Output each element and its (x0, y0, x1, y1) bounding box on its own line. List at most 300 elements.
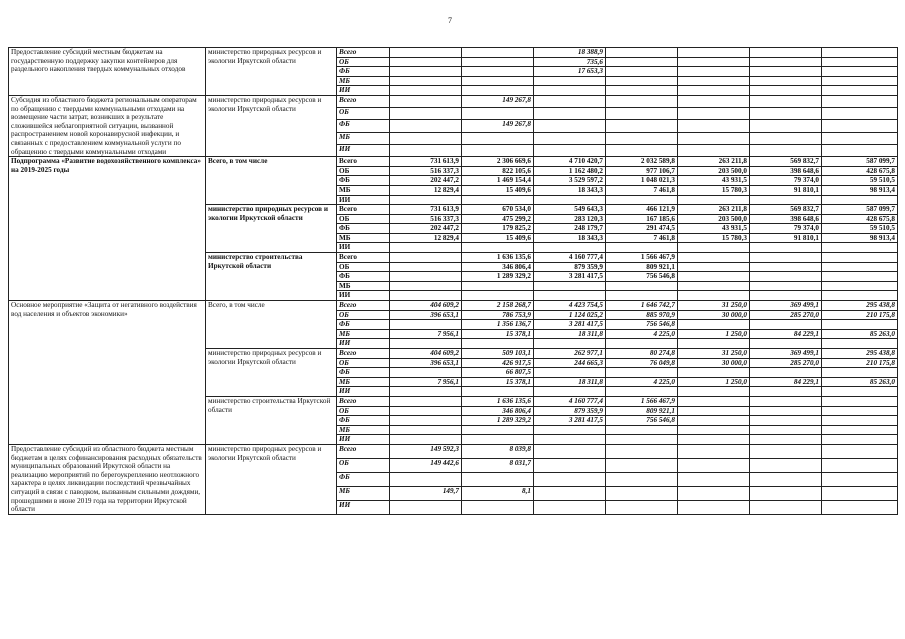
amount-cell: 735,6 (534, 57, 606, 67)
amount-cell (606, 48, 678, 58)
amount-cell (750, 243, 822, 253)
amount-cell (606, 57, 678, 67)
amount-cell: 569 832,7 (750, 205, 822, 215)
amount-cell: 346 806,4 (462, 262, 534, 272)
amount-cell (750, 272, 822, 282)
funding-source: МБ (337, 425, 390, 435)
amount-cell (678, 368, 750, 378)
executor-name: Всего, в том числе (206, 301, 337, 349)
amount-cell (750, 435, 822, 445)
amount-cell (822, 144, 898, 156)
amount-cell (822, 500, 898, 514)
amount-cell (678, 132, 750, 144)
amount-cell (822, 95, 898, 107)
amount-cell (678, 320, 750, 330)
amount-cell (822, 132, 898, 144)
funding-source: ОБ (337, 214, 390, 224)
amount-cell (606, 108, 678, 120)
funding-source: МБ (337, 76, 390, 86)
amount-cell (822, 458, 898, 472)
amount-cell (678, 95, 750, 107)
amount-cell: 516 337,3 (390, 214, 462, 224)
amount-cell: 8 031,7 (462, 458, 534, 472)
amount-cell: 369 499,1 (750, 301, 822, 311)
funding-source: ФБ (337, 120, 390, 132)
amount-cell (750, 108, 822, 120)
amount-cell: 98 913,4 (822, 185, 898, 195)
funding-source: ОБ (337, 108, 390, 120)
amount-cell: 369 499,1 (750, 349, 822, 359)
amount-cell: 7 461,8 (606, 233, 678, 243)
amount-cell (534, 387, 606, 397)
funding-source: ОБ (337, 458, 390, 472)
amount-cell: 4 423 754,5 (534, 301, 606, 311)
amount-cell: 285 270,0 (750, 358, 822, 368)
amount-cell: 84 229,1 (750, 377, 822, 387)
amount-cell: 210 175,8 (822, 310, 898, 320)
amount-cell: 3 281 417,5 (534, 320, 606, 330)
amount-cell: 149 267,8 (462, 95, 534, 107)
amount-cell (750, 368, 822, 378)
amount-cell (606, 444, 678, 458)
table-row (9, 95, 898, 107)
amount-cell (822, 435, 898, 445)
amount-cell (822, 472, 898, 486)
amount-cell (462, 144, 534, 156)
amount-cell (606, 387, 678, 397)
amount-cell (390, 320, 462, 330)
amount-cell: 756 546,8 (606, 320, 678, 330)
amount-cell (534, 76, 606, 86)
amount-cell (606, 368, 678, 378)
amount-cell (534, 500, 606, 514)
amount-cell (678, 458, 750, 472)
amount-cell: 167 185,6 (606, 214, 678, 224)
amount-cell (678, 67, 750, 77)
amount-cell (390, 387, 462, 397)
amount-cell (534, 339, 606, 349)
amount-cell (390, 368, 462, 378)
amount-cell (750, 86, 822, 96)
amount-cell (678, 425, 750, 435)
amount-cell: 1 250,0 (678, 377, 750, 387)
amount-cell: 398 648,6 (750, 214, 822, 224)
amount-cell: 1 566 467,9 (606, 396, 678, 406)
amount-cell: 202 447,2 (390, 176, 462, 186)
amount-cell (390, 272, 462, 282)
funding-source: ОБ (337, 166, 390, 176)
amount-cell: 285 270,0 (750, 310, 822, 320)
amount-cell (750, 291, 822, 301)
amount-cell: 59 510,5 (822, 176, 898, 186)
amount-cell (534, 444, 606, 458)
amount-cell: 203 500,0 (678, 214, 750, 224)
amount-cell (678, 486, 750, 500)
amount-cell: 12 829,4 (390, 185, 462, 195)
amount-cell: 3 281 417,5 (534, 416, 606, 426)
amount-cell: 17 653,3 (534, 67, 606, 77)
funding-source: МБ (337, 377, 390, 387)
amount-cell: 822 105,6 (462, 166, 534, 176)
executor-name: министерство природных ресурсов и экологии Иркутской области (206, 48, 337, 96)
amount-cell (462, 132, 534, 144)
amount-cell (606, 435, 678, 445)
amount-cell (678, 416, 750, 426)
amount-cell (750, 132, 822, 144)
amount-cell (606, 95, 678, 107)
amount-cell (750, 500, 822, 514)
amount-cell (390, 195, 462, 205)
amount-cell (822, 416, 898, 426)
amount-cell: 4 160 777,4 (534, 396, 606, 406)
amount-cell: 977 106,7 (606, 166, 678, 176)
funding-source: МБ (337, 233, 390, 243)
amount-cell (750, 425, 822, 435)
amount-cell (534, 243, 606, 253)
amount-cell (390, 108, 462, 120)
amount-cell: 1 162 480,2 (534, 166, 606, 176)
executor-name: министерство природных ресурсов и экологии Иркутской области (206, 444, 337, 514)
executor-name: министерство строительства Иркутской области (206, 253, 337, 301)
amount-cell: 587 099,7 (822, 157, 898, 167)
amount-cell (678, 120, 750, 132)
amount-cell: 396 653,1 (390, 358, 462, 368)
amount-cell: 509 103,1 (462, 349, 534, 359)
amount-cell (606, 86, 678, 96)
amount-cell: 428 675,8 (822, 214, 898, 224)
amount-cell (534, 472, 606, 486)
amount-cell (822, 281, 898, 291)
amount-cell (534, 95, 606, 107)
amount-cell (750, 262, 822, 272)
amount-cell: 398 648,6 (750, 166, 822, 176)
amount-cell: 1 636 135,6 (462, 253, 534, 263)
amount-cell: 1 469 154,4 (462, 176, 534, 186)
funding-source: ФБ (337, 224, 390, 234)
amount-cell (678, 406, 750, 416)
funding-source: ФБ (337, 67, 390, 77)
amount-cell: 31 250,0 (678, 349, 750, 359)
amount-cell (390, 48, 462, 58)
measure-description: Предоставление субсидий местным бюджетам на государственную поддержку закупки контейнеров для раздельного накопления твердых коммунальных отходов (9, 48, 206, 96)
amount-cell: 1 048 021,3 (606, 176, 678, 186)
amount-cell (678, 86, 750, 96)
amount-cell: 879 359,9 (534, 262, 606, 272)
amount-cell (678, 291, 750, 301)
amount-cell: 66 807,5 (462, 368, 534, 378)
amount-cell (750, 458, 822, 472)
amount-cell: 426 917,5 (462, 358, 534, 368)
amount-cell (534, 120, 606, 132)
funding-source: ИИ (337, 243, 390, 253)
amount-cell (822, 486, 898, 500)
amount-cell: 1 289 329,2 (462, 272, 534, 282)
amount-cell (462, 48, 534, 58)
amount-cell: 149 442,6 (390, 458, 462, 472)
amount-cell (534, 144, 606, 156)
amount-cell: 203 500,0 (678, 166, 750, 176)
amount-cell: 1 636 135,6 (462, 396, 534, 406)
amount-cell (606, 281, 678, 291)
amount-cell (822, 368, 898, 378)
amount-cell (822, 444, 898, 458)
amount-cell (390, 262, 462, 272)
amount-cell: 8 039,8 (462, 444, 534, 458)
amount-cell: 2 032 589,8 (606, 157, 678, 167)
amount-cell (534, 291, 606, 301)
amount-cell (606, 425, 678, 435)
amount-cell (678, 243, 750, 253)
amount-cell (750, 253, 822, 263)
measure-description: Субсидия из областного бюджета региональным операторам по обращению с твердыми коммунальными отходами на возмещение части затрат, возникших в результате сложившейся неблагоприятной ситуации, вызванной распространением новой коронавирусной инфекции, и связанных с предоставлением коммунальной услуги по обращению с твердыми коммунальными отходами (9, 95, 206, 156)
amount-cell (822, 425, 898, 435)
executor-name: министерство строительства Иркутской области (206, 396, 337, 444)
amount-cell: 291 474,5 (606, 224, 678, 234)
amount-cell: 7 461,8 (606, 185, 678, 195)
amount-cell (822, 387, 898, 397)
amount-cell: 263 211,8 (678, 205, 750, 215)
amount-cell (822, 406, 898, 416)
funding-source: ФБ (337, 472, 390, 486)
amount-cell (534, 281, 606, 291)
amount-cell: 879 359,9 (534, 406, 606, 416)
amount-cell (462, 425, 534, 435)
amount-cell: 1 289 329,2 (462, 416, 534, 426)
amount-cell: 549 643,3 (534, 205, 606, 215)
amount-cell (462, 387, 534, 397)
funding-source: Всего (337, 95, 390, 107)
amount-cell (678, 144, 750, 156)
amount-cell: 475 299,2 (462, 214, 534, 224)
amount-cell (606, 67, 678, 77)
amount-cell: 8,1 (462, 486, 534, 500)
funding-source: МБ (337, 132, 390, 144)
amount-cell (390, 67, 462, 77)
amount-cell (534, 458, 606, 472)
funding-source: Всего (337, 444, 390, 458)
amount-cell: 4 225,0 (606, 377, 678, 387)
amount-cell (606, 472, 678, 486)
amount-cell (390, 500, 462, 514)
amount-cell: 15 409,6 (462, 185, 534, 195)
funding-source: ИИ (337, 291, 390, 301)
amount-cell: 59 510,5 (822, 224, 898, 234)
amount-cell: 3 281 417,5 (534, 272, 606, 282)
amount-cell: 91 810,1 (750, 185, 822, 195)
amount-cell (678, 195, 750, 205)
amount-cell (750, 144, 822, 156)
funding-source: Всего (337, 253, 390, 263)
amount-cell (462, 500, 534, 514)
amount-cell (750, 195, 822, 205)
amount-cell (822, 195, 898, 205)
amount-cell (750, 48, 822, 58)
amount-cell (678, 76, 750, 86)
amount-cell (390, 416, 462, 426)
amount-cell (822, 57, 898, 67)
amount-cell: 98 913,4 (822, 233, 898, 243)
amount-cell: 1 124 025,2 (534, 310, 606, 320)
measure-description: Подпрограмма «Развитие водохозяйственного комплекса» на 2019-2025 годы (9, 157, 206, 301)
amount-cell (678, 57, 750, 67)
funding-source: МБ (337, 185, 390, 195)
amount-cell: 85 263,0 (822, 377, 898, 387)
funding-source: МБ (337, 486, 390, 500)
amount-cell (678, 108, 750, 120)
amount-cell (678, 48, 750, 58)
amount-cell: 15 780,3 (678, 233, 750, 243)
amount-cell (606, 195, 678, 205)
amount-cell (822, 272, 898, 282)
amount-cell: 670 534,0 (462, 205, 534, 215)
amount-cell: 756 546,8 (606, 416, 678, 426)
amount-cell (750, 472, 822, 486)
amount-cell (390, 243, 462, 253)
funding-source: МБ (337, 281, 390, 291)
amount-cell (606, 339, 678, 349)
executor-name: министерство природных ресурсов и экологии Иркутской области (206, 205, 337, 253)
amount-cell: 2 306 669,6 (462, 157, 534, 167)
table-row (9, 301, 898, 311)
amount-cell: 149 267,8 (462, 120, 534, 132)
amount-cell (534, 132, 606, 144)
amount-cell: 786 753,9 (462, 310, 534, 320)
table-row (9, 48, 898, 58)
amount-cell (678, 500, 750, 514)
amount-cell (606, 243, 678, 253)
amount-cell (822, 396, 898, 406)
amount-cell (390, 86, 462, 96)
funding-source: ОБ (337, 406, 390, 416)
amount-cell: 179 825,2 (462, 224, 534, 234)
funding-source: ФБ (337, 272, 390, 282)
amount-cell (678, 262, 750, 272)
funding-source: ОБ (337, 57, 390, 67)
amount-cell (390, 120, 462, 132)
amount-cell (750, 444, 822, 458)
page-number: 7 (448, 16, 452, 25)
budget-table (8, 47, 898, 515)
amount-cell (678, 272, 750, 282)
amount-cell: 18 388,9 (534, 48, 606, 58)
amount-cell: 756 546,8 (606, 272, 678, 282)
amount-cell (606, 76, 678, 86)
amount-cell (606, 120, 678, 132)
amount-cell (750, 57, 822, 67)
funding-source: ИИ (337, 339, 390, 349)
funding-source: МБ (337, 329, 390, 339)
amount-cell (822, 253, 898, 263)
executor-name: министерство природных ресурсов и экологии Иркутской области (206, 95, 337, 156)
amount-cell (606, 500, 678, 514)
amount-cell: 84 229,1 (750, 329, 822, 339)
funding-source: ИИ (337, 435, 390, 445)
amount-cell: 244 665,3 (534, 358, 606, 368)
amount-cell: 295 438,8 (822, 349, 898, 359)
amount-cell (822, 76, 898, 86)
amount-cell (822, 320, 898, 330)
amount-cell: 731 613,9 (390, 205, 462, 215)
amount-cell: 809 921,1 (606, 262, 678, 272)
amount-cell (534, 195, 606, 205)
amount-cell (390, 144, 462, 156)
amount-cell (822, 48, 898, 58)
amount-cell (822, 86, 898, 96)
amount-cell (462, 281, 534, 291)
amount-cell (462, 76, 534, 86)
measure-description: Предоставление субсидий из областного бюджета местным бюджетам в целях софинансирования расходных обязательств муниципальных образований Иркутской области на реализацию мероприятий по берегоукреплению неотложного характера в целях ликвидации последствий чрезвычайных ситуаций в связи с паводком, вызванным сильными дождями, прошедшими в июне 2019 года на территории Иркутской области (9, 444, 206, 514)
amount-cell: 4 160 777,4 (534, 253, 606, 263)
amount-cell (462, 472, 534, 486)
amount-cell (678, 444, 750, 458)
amount-cell (534, 86, 606, 96)
amount-cell (822, 243, 898, 253)
amount-cell: 262 977,1 (534, 349, 606, 359)
amount-cell: 885 970,9 (606, 310, 678, 320)
amount-cell: 43 931,5 (678, 176, 750, 186)
amount-cell (462, 108, 534, 120)
executor-name: министерство природных ресурсов и экологии Иркутской области (206, 349, 337, 397)
amount-cell: 43 931,5 (678, 224, 750, 234)
amount-cell: 12 829,4 (390, 233, 462, 243)
funding-source: ИИ (337, 144, 390, 156)
amount-cell: 202 447,2 (390, 224, 462, 234)
amount-cell: 80 274,8 (606, 349, 678, 359)
amount-cell (822, 108, 898, 120)
amount-cell: 1 646 742,7 (606, 301, 678, 311)
amount-cell (462, 339, 534, 349)
amount-cell (606, 132, 678, 144)
amount-cell (390, 57, 462, 67)
amount-cell (822, 67, 898, 77)
amount-cell: 15 378,1 (462, 377, 534, 387)
amount-cell (822, 120, 898, 132)
amount-cell (678, 472, 750, 486)
amount-cell: 283 120,3 (534, 214, 606, 224)
amount-cell (390, 253, 462, 263)
amount-cell: 248 179,7 (534, 224, 606, 234)
amount-cell (462, 57, 534, 67)
amount-cell (750, 339, 822, 349)
amount-cell (534, 486, 606, 500)
amount-cell: 731 613,9 (390, 157, 462, 167)
amount-cell (750, 120, 822, 132)
amount-cell (462, 67, 534, 77)
amount-cell (606, 486, 678, 500)
amount-cell: 1 566 467,9 (606, 253, 678, 263)
measure-description: Основное мероприятие «Защита от негативного воздействия вод населения и объектов экономики» (9, 301, 206, 445)
amount-cell (606, 458, 678, 472)
amount-cell (750, 387, 822, 397)
amount-cell: 295 438,8 (822, 301, 898, 311)
amount-cell: 76 049,8 (606, 358, 678, 368)
amount-cell: 15 780,3 (678, 185, 750, 195)
amount-cell: 79 374,0 (750, 224, 822, 234)
amount-cell: 149,7 (390, 486, 462, 500)
amount-cell (462, 435, 534, 445)
amount-cell (390, 95, 462, 107)
amount-cell (822, 339, 898, 349)
amount-cell: 30 000,0 (678, 358, 750, 368)
funding-source: Всего (337, 301, 390, 311)
amount-cell: 4 225,0 (606, 329, 678, 339)
amount-cell: 18 343,3 (534, 233, 606, 243)
amount-cell (390, 281, 462, 291)
amount-cell (534, 425, 606, 435)
amount-cell (534, 368, 606, 378)
funding-source: ИИ (337, 500, 390, 514)
funding-source: ОБ (337, 310, 390, 320)
